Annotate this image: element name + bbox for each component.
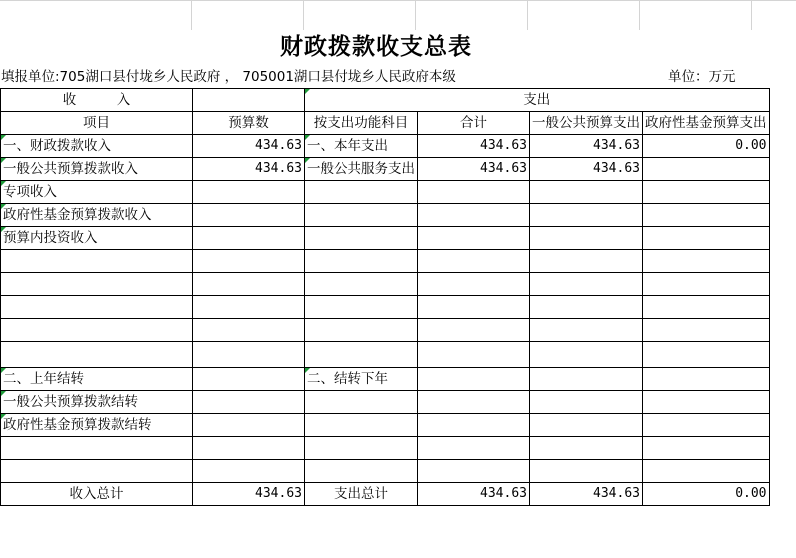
expense-gov-fund xyxy=(643,391,770,414)
currency-unit: 单位：万元 xyxy=(668,69,736,85)
expense-general: 434.63 xyxy=(530,158,643,181)
expense-gov-fund xyxy=(643,342,770,368)
expense-general: 434.63 xyxy=(530,135,643,158)
expense-total xyxy=(418,460,530,483)
expense-general xyxy=(530,227,643,250)
income-item: 一般公共预算拨款收入 xyxy=(1,158,193,181)
expense-total xyxy=(418,319,530,342)
table-row xyxy=(1,437,770,460)
expense-total xyxy=(418,296,530,319)
expense-item xyxy=(305,460,418,483)
income-item xyxy=(1,250,193,273)
expense-gov-fund xyxy=(643,437,770,460)
income-item: 一般公共预算拨款结转 xyxy=(1,391,193,414)
expense-general xyxy=(530,273,643,296)
expense-general xyxy=(530,342,643,368)
header-row-1 xyxy=(1,89,770,112)
expense-gov-fund xyxy=(643,181,770,204)
reporting-unit: 填报单位:705湖口县付垅乡人民政府 ， 705001湖口县付垅乡人民政府本级 xyxy=(1,69,456,85)
expense-total xyxy=(418,368,530,391)
expense-gov-fund xyxy=(643,368,770,391)
expense-gov-fund xyxy=(643,460,770,483)
expense-gov-fund: 0.00 xyxy=(643,135,770,158)
col-func-subject: 按支出功能科目 xyxy=(305,112,418,135)
income-item: 政府性基金预算拨款结转 xyxy=(1,414,193,437)
expense-gov-fund xyxy=(643,204,770,227)
income-item xyxy=(1,319,193,342)
expense-total: 434.63 xyxy=(418,158,530,181)
expense-item xyxy=(305,181,418,204)
expense-total xyxy=(418,181,530,204)
fiscal-summary-table xyxy=(0,88,770,506)
expense-item: 一般公共服务支出 xyxy=(305,158,418,181)
income-value xyxy=(193,273,305,296)
col-gov-fund: 政府性基金预算支出 xyxy=(643,112,770,135)
expense-gov-fund xyxy=(643,273,770,296)
income-item xyxy=(1,342,193,368)
table-row xyxy=(1,158,770,181)
income-value xyxy=(193,204,305,227)
expense-item xyxy=(305,227,418,250)
income-item: 二、上年结转 xyxy=(1,368,193,391)
expense-general xyxy=(530,414,643,437)
income-item: 一、财政拨款收入 xyxy=(1,135,193,158)
table-row xyxy=(1,204,770,227)
income-header: 收 入 xyxy=(1,89,193,112)
income-total-label: 收入总计 xyxy=(1,483,193,506)
page-title: 财政拨款收支总表 xyxy=(280,34,472,60)
income-item xyxy=(1,437,193,460)
income-value xyxy=(193,319,305,342)
expense-gov-fund xyxy=(643,227,770,250)
table-row xyxy=(1,250,770,273)
table-row xyxy=(1,296,770,319)
table-row xyxy=(1,227,770,250)
income-item xyxy=(1,460,193,483)
table-row xyxy=(1,460,770,483)
table-row xyxy=(1,181,770,204)
income-value xyxy=(193,250,305,273)
expense-total xyxy=(418,414,530,437)
table-row xyxy=(1,135,770,158)
income-value xyxy=(193,368,305,391)
income-value: 434.63 xyxy=(193,158,305,181)
income-value xyxy=(193,296,305,319)
expense-total xyxy=(418,437,530,460)
expense-general xyxy=(530,296,643,319)
income-item: 政府性基金预算拨款收入 xyxy=(1,204,193,227)
col-budget: 预算数 xyxy=(193,112,305,135)
income-value xyxy=(193,414,305,437)
expense-total xyxy=(418,391,530,414)
expense-header: 支出 xyxy=(305,89,770,112)
expense-item xyxy=(305,250,418,273)
expense-total xyxy=(418,342,530,368)
expense-general xyxy=(530,181,643,204)
table-row xyxy=(1,319,770,342)
expense-item xyxy=(305,204,418,227)
expense-gov-fund xyxy=(643,250,770,273)
expense-total xyxy=(418,204,530,227)
expense-item xyxy=(305,414,418,437)
header-row-2 xyxy=(1,112,770,135)
table-row xyxy=(1,273,770,296)
col-general: 一般公共预算支出 xyxy=(530,112,643,135)
expense-gov-fund xyxy=(643,158,770,181)
table-row xyxy=(1,368,770,391)
expense-general xyxy=(530,391,643,414)
expense-general xyxy=(530,460,643,483)
income-value: 434.63 xyxy=(193,135,305,158)
header-blank xyxy=(193,89,305,112)
totals-row xyxy=(1,483,770,506)
table-row xyxy=(1,391,770,414)
income-value xyxy=(193,460,305,483)
expense-item xyxy=(305,319,418,342)
expense-total xyxy=(418,250,530,273)
expense-general xyxy=(530,250,643,273)
income-value xyxy=(193,342,305,368)
expense-total xyxy=(418,227,530,250)
expense-item xyxy=(305,296,418,319)
table-row xyxy=(1,414,770,437)
income-item: 预算内投资收入 xyxy=(1,227,193,250)
expense-item xyxy=(305,437,418,460)
expense-general xyxy=(530,437,643,460)
sheet-gridlines xyxy=(0,0,796,30)
col-total: 合计 xyxy=(418,112,530,135)
income-total-value: 434.63 xyxy=(193,483,305,506)
expense-general xyxy=(530,319,643,342)
expense-total-label: 支出总计 xyxy=(305,483,418,506)
expense-general xyxy=(530,368,643,391)
expense-item xyxy=(305,342,418,368)
expense-item: 二、结转下年 xyxy=(305,368,418,391)
expense-item: 一、本年支出 xyxy=(305,135,418,158)
table-row xyxy=(1,342,770,368)
expense-gov-fund xyxy=(643,414,770,437)
income-value xyxy=(193,181,305,204)
expense-general xyxy=(530,204,643,227)
income-item xyxy=(1,273,193,296)
income-item xyxy=(1,296,193,319)
income-item: 专项收入 xyxy=(1,181,193,204)
expense-item xyxy=(305,273,418,296)
expense-total xyxy=(418,273,530,296)
expense-gov-fund xyxy=(643,296,770,319)
expense-total-sum: 434.63 xyxy=(418,483,530,506)
income-value xyxy=(193,227,305,250)
expense-total: 434.63 xyxy=(418,135,530,158)
expense-gov-fund-sum: 0.00 xyxy=(643,483,770,506)
expense-gov-fund xyxy=(643,319,770,342)
expense-item xyxy=(305,391,418,414)
income-value xyxy=(193,391,305,414)
income-value xyxy=(193,437,305,460)
col-item: 项目 xyxy=(1,112,193,135)
expense-general-sum: 434.63 xyxy=(530,483,643,506)
